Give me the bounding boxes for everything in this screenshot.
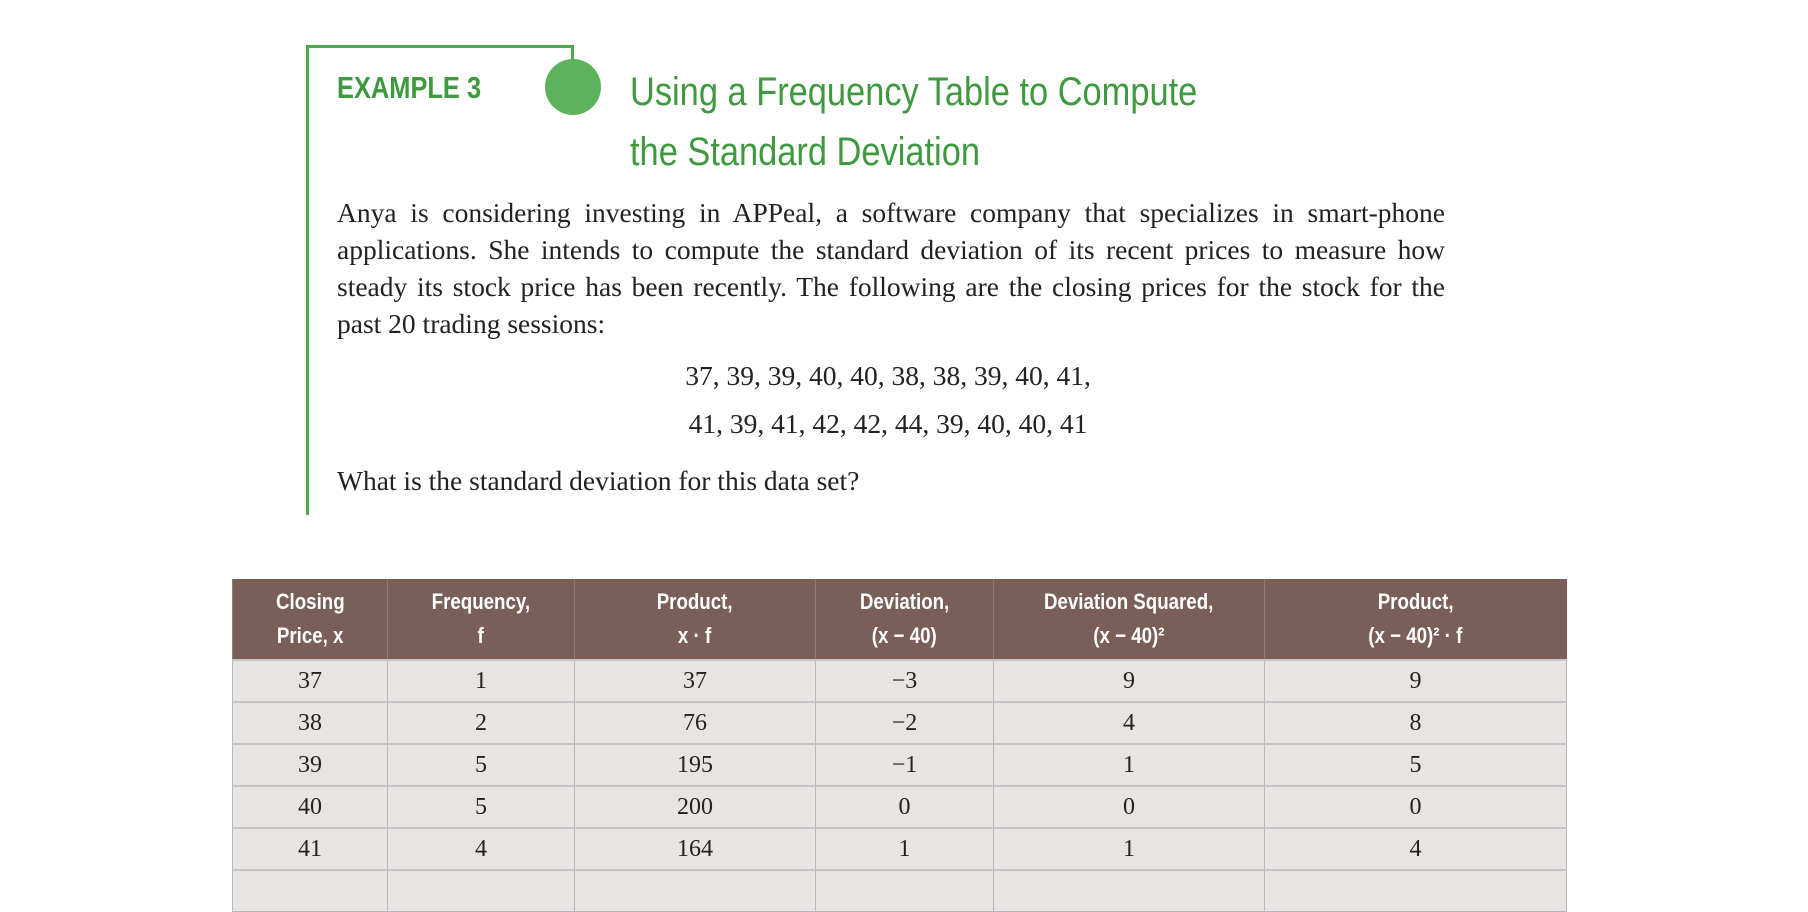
table-cell: 9 [1265, 660, 1567, 702]
column-header [388, 579, 575, 660]
table-cell: 37 [233, 660, 388, 702]
table-row [233, 828, 1567, 870]
table-row [233, 744, 1567, 786]
table-cell: 38 [233, 702, 388, 744]
table-cell: 8 [1265, 702, 1567, 744]
header-text: Product, [1377, 589, 1454, 614]
table-cell: 5 [388, 786, 575, 828]
table-cell: 76 [575, 702, 816, 744]
data-line-2: 41, 39, 41, 42, 42, 44, 39, 40, 40, 41 [688, 408, 1088, 439]
table-row [233, 702, 1567, 744]
header-text: Deviation, [859, 589, 950, 614]
table-cell: −3 [816, 660, 994, 702]
header-text: f [477, 623, 485, 648]
question: What is the standard deviation for this data set? [337, 465, 860, 496]
table-cell: 5 [1265, 744, 1567, 786]
header-text: (x − 40) [872, 623, 937, 648]
table-cell: −1 [816, 744, 994, 786]
table-cell: 40 [233, 786, 388, 828]
example-label: EXAMPLE 3 [337, 70, 482, 105]
table-cell: 1 [994, 828, 1265, 870]
table-cell: 0 [1265, 786, 1567, 828]
table-cell: −2 [816, 702, 994, 744]
table-cell: 2 [388, 702, 575, 744]
table-cell: 195 [575, 744, 816, 786]
table-cell [575, 870, 816, 912]
table-cell [816, 870, 994, 912]
header-text: Deviation Squared, [1044, 589, 1214, 614]
table-cell: 164 [575, 828, 816, 870]
table-cell: 1 [816, 828, 994, 870]
problem-paragraph: Anya is considering investing in APPeal, a software company that specializes in smart-phone applications. She intends to compute the standard deviation of its recent prices to measure how steady its stock price has been recently. The following are the closing prices for the stock for the past 20 trading sessions: [337, 197, 1445, 339]
table-cell: 1 [388, 660, 575, 702]
example-title [630, 62, 1197, 182]
header-text: Price, x [276, 623, 344, 648]
column-header [994, 579, 1265, 660]
table-cell [233, 870, 388, 912]
table-cell: 9 [994, 660, 1265, 702]
column-header [575, 579, 816, 660]
table-cell: 0 [816, 786, 994, 828]
table-row [233, 786, 1567, 828]
table-cell: 5 [388, 744, 575, 786]
table-row-partial [233, 870, 1567, 912]
table-cell: 4 [994, 702, 1265, 744]
header-text: Frequency, [431, 589, 531, 614]
table-cell: 1 [994, 744, 1265, 786]
header-text: x · f [678, 623, 712, 648]
table-cell: 39 [233, 744, 388, 786]
header-text: Product, [657, 589, 733, 614]
header-text: (x − 40)² [1093, 623, 1165, 648]
green-dot-icon [545, 59, 601, 115]
table-cell: 37 [575, 660, 816, 702]
table-cell: 41 [233, 828, 388, 870]
data-line-1: 37, 39, 39, 40, 40, 38, 38, 39, 40, 41, [685, 360, 1091, 391]
table-cell: 4 [1265, 828, 1567, 870]
example-frame-left [306, 45, 309, 515]
header-text: (x − 40)² · f [1368, 623, 1463, 648]
table-cell: 0 [994, 786, 1265, 828]
table-row [233, 660, 1567, 702]
column-header [233, 579, 388, 660]
example-frame-top [306, 45, 574, 48]
table-cell: 4 [388, 828, 575, 870]
table-cell: 200 [575, 786, 816, 828]
column-header [816, 579, 994, 660]
frequency-table [232, 579, 1567, 912]
title-line-2: the Standard Deviation [630, 130, 980, 174]
title-line-1: Using a Frequency Table to Compute [630, 70, 1198, 114]
table-cell [1265, 870, 1567, 912]
column-header [1265, 579, 1567, 660]
header-text: Closing [275, 589, 345, 614]
table-cell [994, 870, 1265, 912]
table-cell [388, 870, 575, 912]
